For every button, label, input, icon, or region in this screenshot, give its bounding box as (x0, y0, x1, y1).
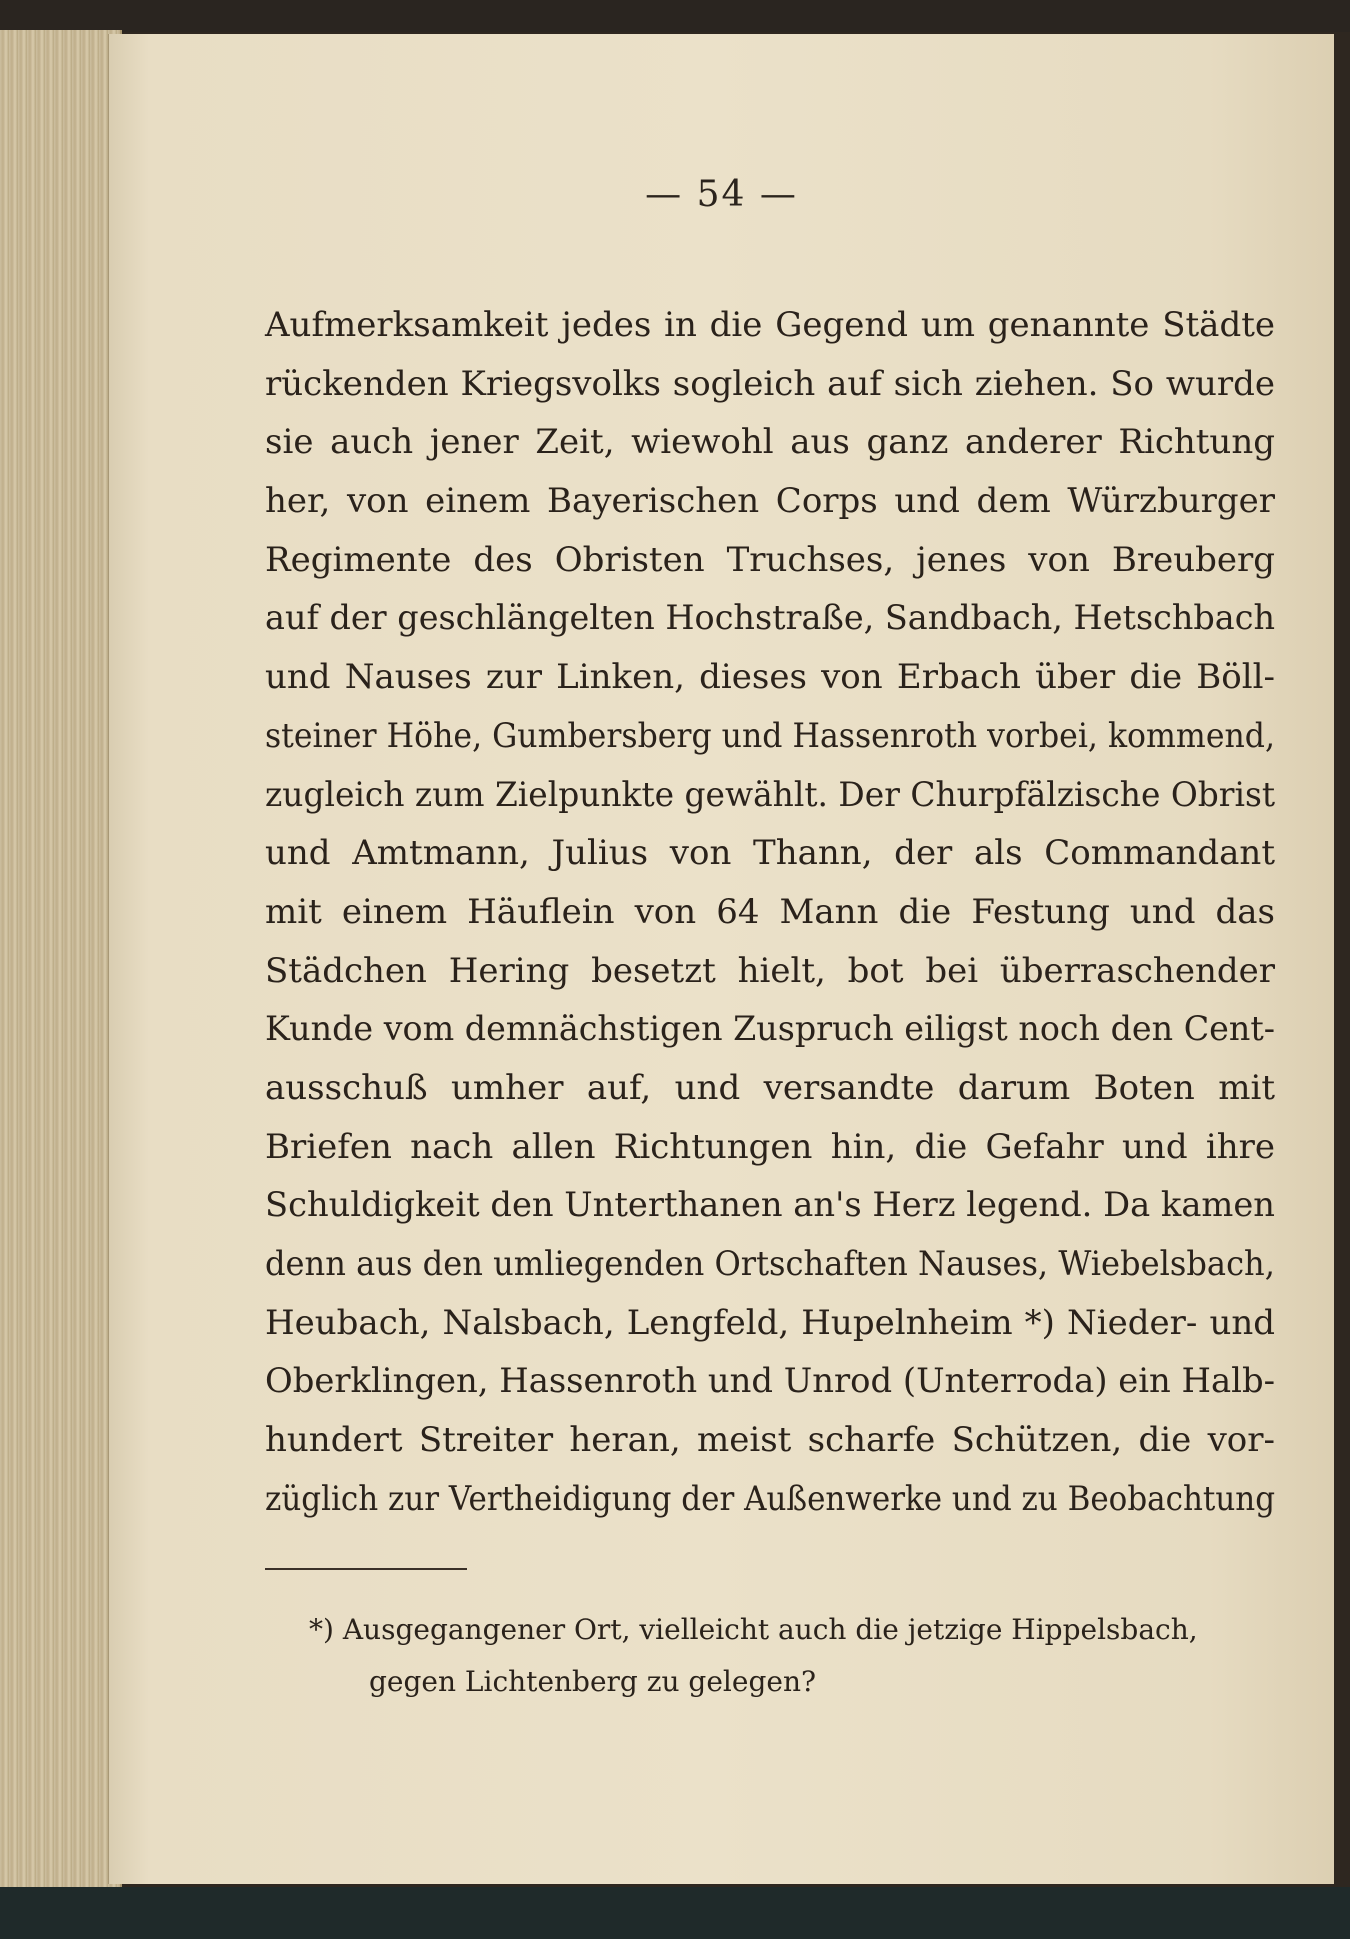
footnote-line: *) Ausgegangener Ort, vielleicht auch die jetzige Hippelsbach, (309, 1613, 1198, 1646)
text-line: Heubach, Nalsbach, Lengfeld, Hupelnheim *) Nieder- und (265, 1302, 1275, 1343)
book-page (108, 34, 1334, 1884)
text-line: rückenden Kriegsvolks sogleich auf sich ziehen. So wurde (265, 363, 1275, 404)
text-line: und Amtmann, Julius von Thann, der als Commandant (265, 833, 1275, 874)
text-line: und Nauses zur Linken, dieses von Erbach über die Böll- (265, 657, 1275, 698)
text-line: ausschuß umher auf, und versandte darum Boten mit (265, 1067, 1275, 1108)
text-line: denn aus den umliegenden Ortschaften Nauses, Wiebelsbach, (265, 1244, 1275, 1284)
text-line: steiner Höhe, Gumbersberg und Hassenroth vorbei, kommend, (265, 715, 1275, 756)
text-line: sie auch jener Zeit, wiewohl aus ganz anderer Richtung (265, 422, 1275, 463)
text-line: Aufmerksamkeit jedes in die Gegend um genannte Städte (265, 305, 1275, 345)
text-line: Städchen Hering besetzt hielt, bot bei überraschender (265, 950, 1275, 991)
footnote (309, 1604, 1275, 1708)
page-number: — 54 — (645, 174, 798, 215)
text-line: hundert Streiter heran, meist scharfe Schützen, die vor- (265, 1420, 1275, 1461)
text-line: Regimente des Obristen Truchses, jenes von Breuberg (265, 539, 1275, 580)
text-line: mit einem Häuflein von 64 Mann die Festung und das (265, 891, 1275, 932)
scan-top-border (0, 0, 1350, 32)
text-line: Schuldigkeit den Unterthanen an's Herz legend. Da kamen (265, 1185, 1275, 1226)
scan-bottom-border (0, 1887, 1350, 1939)
text-line: Kunde vom demnächstigen Zuspruch eiligst noch den Cent- (265, 1009, 1276, 1050)
text-line: her, von einem Bayerischen Corps und dem Würzburger (265, 481, 1275, 522)
text-line: Briefen nach allen Richtungen hin, die Gefahr und ihre (265, 1126, 1275, 1167)
body-text (265, 296, 1275, 1528)
page-edges (0, 30, 122, 1890)
text-line: auf der geschlängelten Hochstraße, Sandbach, Hetschbach (265, 598, 1275, 639)
footnote-divider (265, 1568, 467, 1570)
text-line: züglich zur Vertheidigung der Außenwerke und zu Beobachtung (265, 1478, 1276, 1519)
footnote-line: gegen Lichtenberg zu gelegen? (369, 1665, 816, 1698)
text-line: Oberklingen, Hassenroth und Unrod (Unterroda) ein Halb- (265, 1361, 1276, 1402)
text-line: zugleich zum Zielpunkte gewählt. Der Churpfälzische Obrist (265, 774, 1276, 815)
